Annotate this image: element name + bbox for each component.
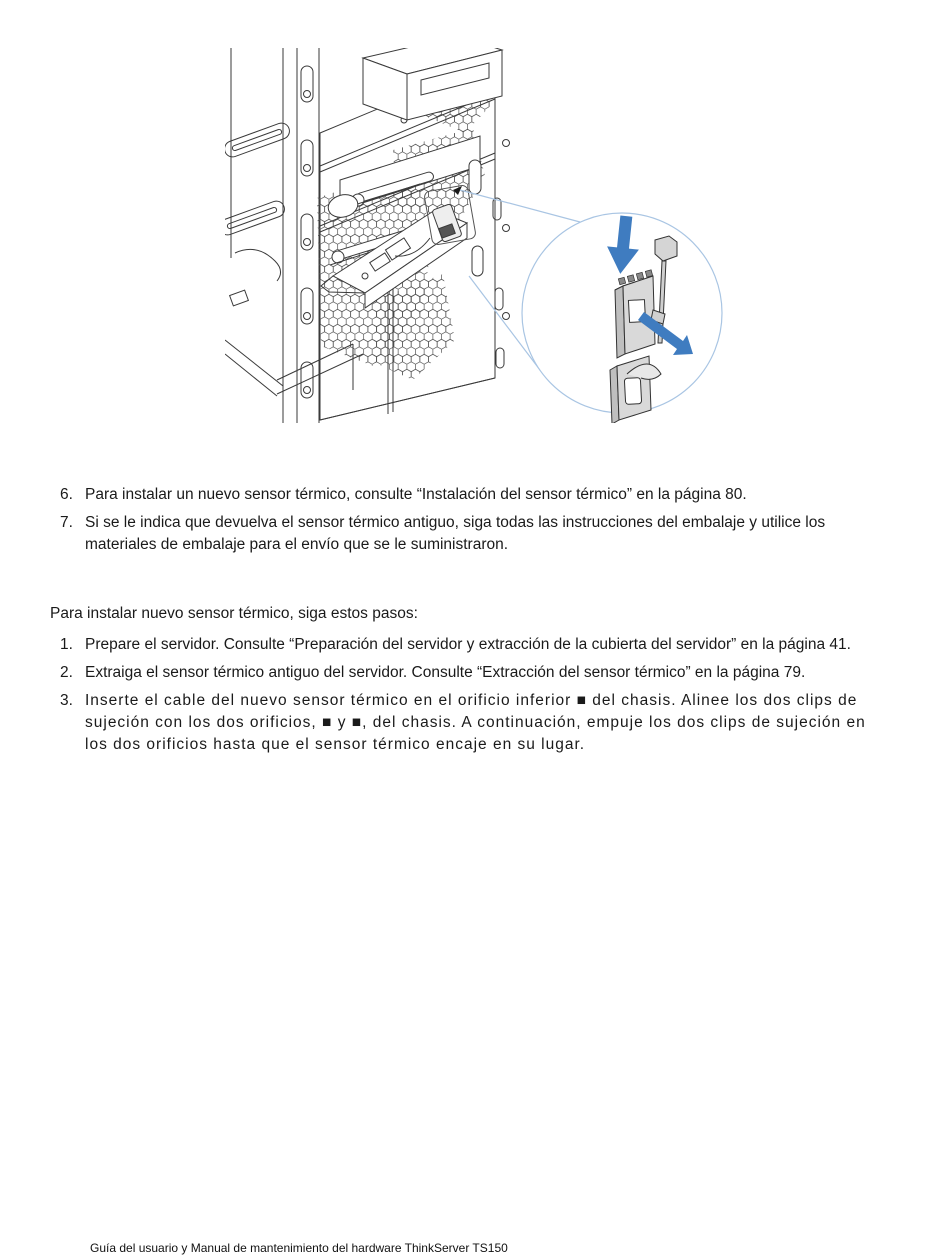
front-frame-column [283,48,319,423]
install-section [0,603,950,762]
list-item [0,634,950,656]
list-item-number: 1. [60,636,73,653]
removal-steps-list [0,484,950,562]
front-bezel-left-edge [225,48,292,396]
chassis-illustration [225,48,740,423]
list-item-text: Extraiga el sensor térmico antiguo del servidor. Consulte “Extracción del sensor térmico” en la página 79. [85,664,806,681]
list-item-text: Para instalar un nuevo sensor térmico, consulte “Instalación del sensor térmico” en la página 80. [85,486,747,503]
list-item [0,484,950,506]
list-item-number: 2. [60,664,73,681]
list-item [0,662,950,684]
list-item [0,690,950,756]
list-item-number: 3. [60,692,73,709]
list-item-text: Si se le indica que devuelva el sensor térmico antiguo, siga todas las instrucciones del embalaje y utilice los materiales de embalaje para el envío que se le suministraron. [85,514,826,553]
install-intro: Para instalar nuevo sensor térmico, siga estos pasos: [50,605,418,622]
chassis-line-art [225,48,510,423]
list-item [0,512,950,556]
list-item-number: 7. [60,514,73,531]
magnifier-balloon [522,213,722,423]
page-footer: Guía del usuario y Manual de mantenimiento del hardware ThinkServer TS150 [90,1241,508,1255]
list-item-number: 6. [60,486,73,503]
list-item-text: Prepare el servidor. Consulte “Preparación del servidor y extracción de la cubierta del servidor” en la página 41. [85,636,851,653]
list-item-text: Inserte el cable del nuevo sensor térmico en el orificio inferior ■ del chasis. Alinee los dos clips de sujeción con los dos orificios, ■ y ■, del chasis. A continuación, empuje los dos clips de sujeción en los dos orificios hasta que el sensor térmico encaje en su lugar. [85,692,866,753]
